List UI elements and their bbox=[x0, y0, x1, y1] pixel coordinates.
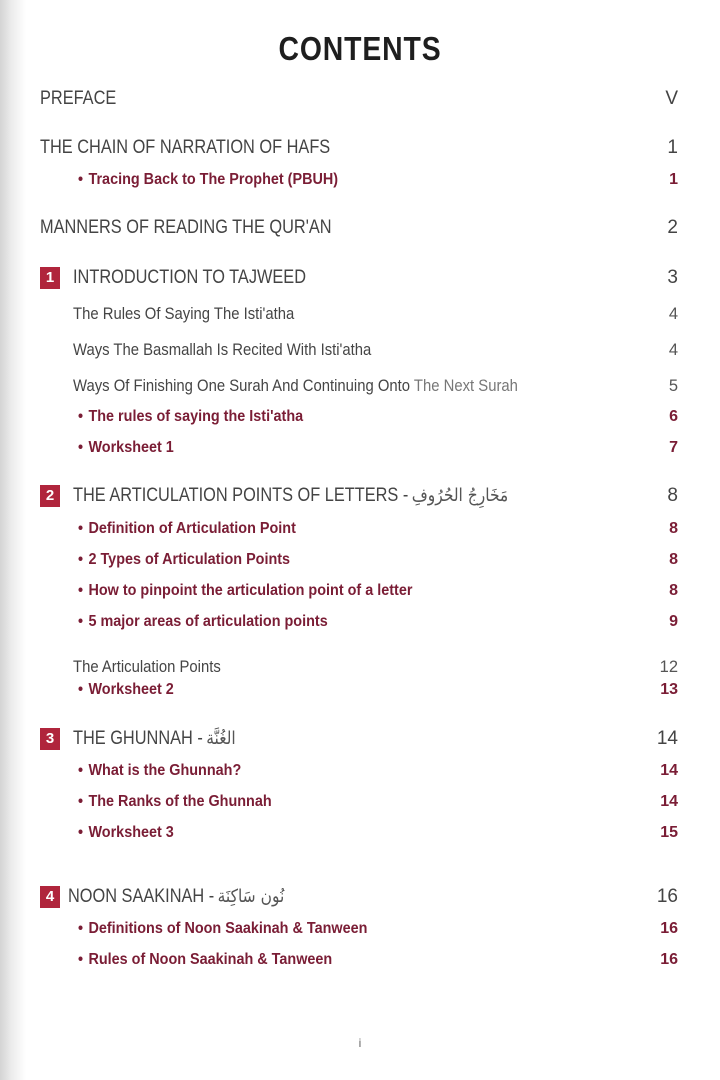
entry-page: 14 bbox=[660, 793, 678, 810]
entry-label: THE ARTICULATION POINTS OF LETTERS - مَخَارِجُ الحُرُوفِ bbox=[73, 485, 509, 506]
entry-page: 1 bbox=[669, 171, 678, 188]
toc-entry-manners[interactable] bbox=[0, 215, 720, 241]
entry-label: • Definition of Articulation Point bbox=[78, 520, 296, 537]
toc-entry-pinpoint[interactable] bbox=[0, 578, 720, 604]
entry-page: 12 bbox=[659, 658, 678, 676]
entry-label: The Rules Of Saying The Isti'atha bbox=[73, 305, 295, 323]
toc-entry-definition-articulation[interactable] bbox=[0, 516, 720, 542]
entry-page: 16 bbox=[660, 951, 678, 968]
entry-page: 15 bbox=[660, 824, 678, 841]
page-title: CONTENTS bbox=[278, 30, 442, 67]
arabic-title: الغُنَّة bbox=[206, 728, 236, 749]
toc-chapter-4[interactable] bbox=[0, 884, 720, 910]
arabic-title: نُون سَاكِنَة bbox=[217, 886, 285, 907]
toc-entry-definitions-noon[interactable] bbox=[0, 916, 720, 942]
entry-label: Ways The Basmallah Is Recited With Isti'atha bbox=[73, 341, 372, 359]
entry-page: 7 bbox=[669, 439, 678, 456]
toc-entry-ranks-ghunnah[interactable] bbox=[0, 789, 720, 815]
toc-entry-major-areas[interactable] bbox=[0, 609, 720, 635]
toc-entry-what-ghunnah[interactable] bbox=[0, 758, 720, 784]
entry-label: • Worksheet 1 bbox=[78, 439, 174, 456]
entry-page: 13 bbox=[660, 681, 678, 698]
entry-page: 4 bbox=[668, 305, 678, 323]
entry-page: V bbox=[665, 88, 678, 109]
entry-label: • Tracing Back to The Prophet (PBUH) bbox=[78, 171, 339, 188]
entry-label: • 2 Types of Articulation Points bbox=[78, 551, 291, 568]
entry-page: 4 bbox=[668, 341, 678, 359]
entry-page: 3 bbox=[667, 267, 678, 288]
toc-entry-basmallah[interactable] bbox=[0, 337, 720, 363]
toc-entry-worksheet-1[interactable] bbox=[0, 435, 720, 461]
entry-label: • Definitions of Noon Saakinah & Tanween bbox=[78, 920, 368, 937]
entry-page: 8 bbox=[669, 582, 678, 599]
entry-page: 1 bbox=[667, 137, 678, 158]
toc-chapter-1[interactable] bbox=[0, 265, 720, 291]
entry-label: THE GHUNNAH - الغُنَّة bbox=[73, 728, 236, 749]
toc-chapter-2[interactable] bbox=[0, 483, 720, 509]
entry-label: NOON SAAKINAH - نُون سَاكِنَة bbox=[68, 886, 285, 907]
entry-page: 14 bbox=[656, 728, 678, 749]
toc-entry-worksheet-2[interactable] bbox=[0, 677, 720, 703]
chapter-number-badge: 1 bbox=[40, 267, 60, 289]
entry-page: 5 bbox=[668, 377, 678, 395]
entry-page: 2 bbox=[667, 217, 678, 238]
entry-page: 9 bbox=[669, 613, 678, 630]
toc-entry-rules-istiatha[interactable] bbox=[0, 301, 720, 327]
entry-label: • How to pinpoint the articulation point of a letter bbox=[78, 582, 413, 599]
toc-entry-chain-of-narration[interactable] bbox=[0, 135, 720, 161]
entry-label: • 5 major areas of articulation points bbox=[78, 613, 328, 630]
entry-page: 8 bbox=[669, 551, 678, 568]
toc-entry-rules-noon[interactable] bbox=[0, 947, 720, 973]
toc-entry-finishing-surah[interactable] bbox=[0, 373, 720, 399]
arabic-title: مَخَارِجُ الحُرُوفِ bbox=[411, 485, 509, 506]
entry-page: 16 bbox=[660, 920, 678, 937]
entry-page: 16 bbox=[656, 886, 678, 907]
entry-page: 8 bbox=[667, 485, 678, 506]
entry-page: 14 bbox=[660, 762, 678, 779]
toc-chapter-3[interactable] bbox=[0, 726, 720, 752]
chapter-number-badge: 2 bbox=[40, 485, 60, 507]
entry-label: INTRODUCTION TO TAJWEED bbox=[73, 267, 307, 288]
chapter-number-badge: 4 bbox=[40, 886, 60, 908]
entry-label: MANNERS OF READING THE QUR'AN bbox=[40, 217, 332, 238]
entry-label: Ways Of Finishing One Surah And Continuing Onto The Next Surah bbox=[73, 377, 518, 395]
entry-label: The Articulation Points bbox=[73, 658, 221, 676]
toc-entry-worksheet-3[interactable] bbox=[0, 820, 720, 846]
entry-label: • Worksheet 2 bbox=[78, 681, 174, 698]
toc-entry-types-articulation[interactable] bbox=[0, 547, 720, 573]
entry-label: • Worksheet 3 bbox=[78, 824, 174, 841]
entry-page: 6 bbox=[669, 408, 678, 425]
entry-page: 8 bbox=[669, 520, 678, 537]
entry-label: THE CHAIN OF NARRATION OF HAFS bbox=[40, 137, 331, 158]
entry-label: • What is the Ghunnah? bbox=[78, 762, 242, 779]
toc-entry-rules-istiatha-bullet[interactable] bbox=[0, 404, 720, 430]
entry-label: • Rules of Noon Saakinah & Tanween bbox=[78, 951, 333, 968]
toc-entry-tracing-back[interactable] bbox=[0, 167, 720, 193]
toc-entry-preface[interactable] bbox=[0, 86, 720, 112]
entry-label: • The rules of saying the Isti'atha bbox=[78, 408, 304, 425]
entry-label: PREFACE bbox=[40, 88, 117, 109]
entry-label: • The Ranks of the Ghunnah bbox=[78, 793, 272, 810]
page-number: i bbox=[358, 1036, 362, 1050]
chapter-number-badge: 3 bbox=[40, 728, 60, 750]
